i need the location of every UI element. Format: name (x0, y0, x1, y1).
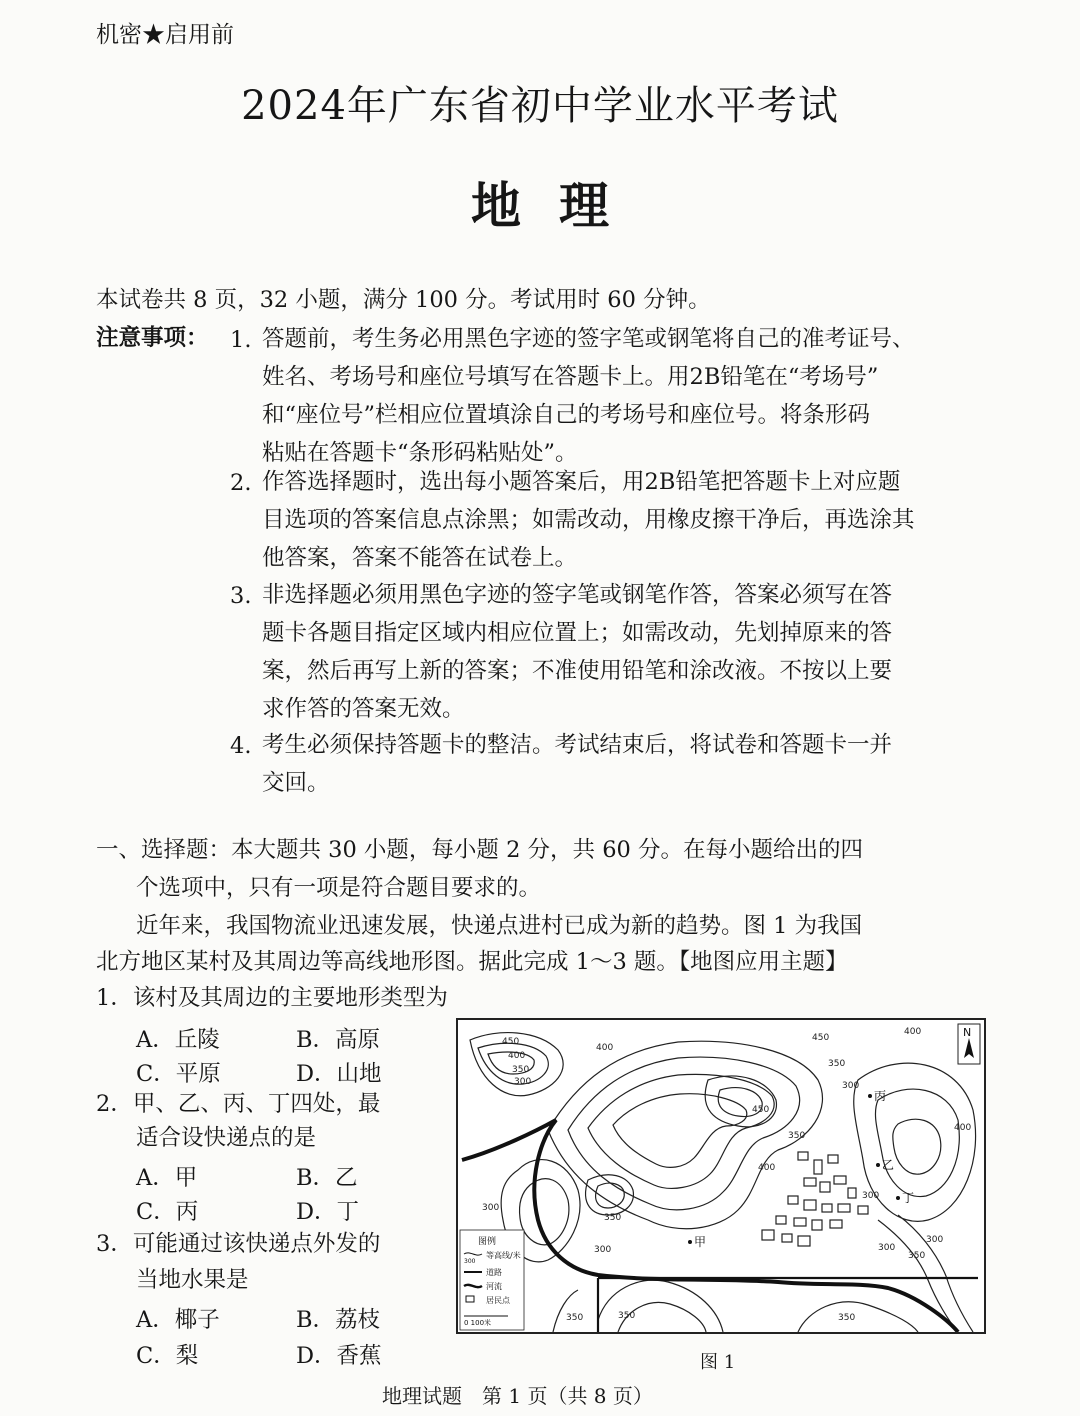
place-label-jia: 甲 (694, 1235, 707, 1249)
building (798, 1236, 810, 1246)
residential-area (762, 1152, 868, 1246)
building (830, 1220, 842, 1228)
contour-label: 350 (838, 1313, 856, 1323)
notes-label: 注意事项： (96, 325, 209, 351)
contour-line (598, 1280, 723, 1332)
building (822, 1204, 832, 1212)
contour-label: 450 (812, 1033, 830, 1043)
page-footer: 地理试题 第 1 页（共 8 页） (382, 1384, 653, 1408)
option-c: C．平原 (136, 1061, 221, 1087)
confidential-mark: 机密★启用前 (96, 22, 234, 48)
note-item-1 (262, 320, 915, 472)
note-item-3 (262, 576, 892, 728)
building (828, 1155, 838, 1163)
building (804, 1200, 816, 1210)
ding-point (896, 1196, 900, 1200)
note-line: 非选择题必须用黑色字迹的签字笔或钢笔作答，答案必须写在答 (262, 582, 893, 608)
question-3: 3．可能通过该快递点外发的 (96, 1231, 381, 1257)
contour-label: 350 (908, 1251, 926, 1261)
contour-label: 450 (502, 1037, 520, 1047)
legend-residential-label: 居民点 (486, 1296, 510, 1305)
building (804, 1178, 816, 1186)
contour-label: 350 (618, 1311, 636, 1321)
contour-label: 450 (752, 1105, 770, 1115)
building (820, 1182, 830, 1192)
option-d: D．香蕉 (296, 1343, 382, 1369)
contour-line (553, 1290, 578, 1332)
option-a: A．甲 (136, 1165, 198, 1191)
question-3-cont: 当地水果是 (136, 1267, 249, 1293)
note-line: 答题前，考生务必用黑色字迹的签字笔或钢笔将自己的准考证号、 (262, 326, 915, 352)
contour-line (586, 1175, 634, 1215)
option-b: B．乙 (296, 1165, 358, 1191)
building (814, 1160, 822, 1174)
scale-label: 0 100米 (464, 1319, 492, 1327)
option-a: A．丘陵 (136, 1027, 220, 1053)
building (776, 1216, 786, 1224)
legend-title: 图例 (478, 1237, 497, 1247)
question-2-cont: 适合设快递点的是 (136, 1125, 317, 1151)
contour-line (893, 1119, 941, 1174)
option-a: A．椰子 (136, 1307, 220, 1333)
note-line: 案，然后再写上新的答案；不准使用铅笔和涂改液。不按以上要 (262, 658, 893, 684)
building (782, 1234, 792, 1242)
note-item-4 (262, 726, 892, 802)
yi-point (876, 1163, 880, 1167)
contour-line (613, 1094, 747, 1168)
passage-line: 近年来，我国物流业迅速发展，快递点进村已成为新的趋势。图 1 为我国 (136, 913, 863, 939)
option-d: D．丁 (296, 1199, 360, 1225)
note-line: 和“座位号”栏相应位置填涂自己的考场号和座位号。将条形码 (262, 402, 871, 428)
contour-label: 300 (878, 1243, 896, 1253)
contour-label: 300 (862, 1191, 880, 1201)
contour-line (798, 1302, 918, 1332)
exam-intro: 本试卷共 8 页，32 小题，满分 100 分。考试用时 60 分钟。 (96, 287, 711, 313)
legend-residential-symbol (466, 1296, 474, 1302)
note-number: 2. (230, 470, 252, 496)
note-line: 目选项的答案信息点涂黑；如需改动，用橡皮擦干净后，再选涂其 (262, 507, 915, 533)
building (798, 1152, 808, 1160)
building (858, 1206, 868, 1214)
building (762, 1230, 774, 1240)
building (848, 1188, 856, 1198)
building (794, 1218, 806, 1226)
contour-label: 400 (758, 1163, 776, 1173)
note-line: 求作答的答案无效。 (262, 696, 465, 722)
map-legend (460, 1230, 524, 1330)
section-heading-cont: 个选项中，只有一项是符合题目要求的。 (136, 875, 542, 901)
note-line: 粘贴在答题卡“条形码粘贴处”。 (262, 440, 578, 466)
north-label: N (963, 1026, 972, 1039)
note-line: 姓名、考场号和座位号填写在答题卡上。用2B铅笔在“考场号” (262, 364, 879, 390)
contour-label: 400 (954, 1123, 972, 1133)
exam-title: 2024年广东省初中学业水平考试 (241, 83, 839, 129)
contour-label: 300 (482, 1203, 500, 1213)
legend-river-label: 河流 (486, 1282, 502, 1291)
place-label-bing: 丙 (874, 1089, 887, 1103)
contour-label: 350 (828, 1059, 846, 1069)
subject-title: 地理 (471, 176, 647, 235)
contour-label: 300 (594, 1245, 612, 1255)
contour-label: 400 (904, 1027, 922, 1037)
building (812, 1220, 822, 1230)
note-number: 3. (230, 583, 252, 609)
question-2: 2．甲、乙、丙、丁四处，最 (96, 1091, 381, 1117)
contour-label: 350 (512, 1065, 530, 1075)
contour-line (875, 1089, 959, 1196)
place-label-ding: 丁 (902, 1191, 915, 1205)
option-d: D．山地 (296, 1061, 382, 1087)
north-arrow (958, 1024, 980, 1064)
contour-map (456, 1018, 986, 1334)
option-b: B．荔枝 (296, 1307, 381, 1333)
bing-point (868, 1094, 872, 1098)
question-1: 1．该村及其周边的主要地形类型为 (96, 985, 448, 1011)
contour-label: 350 (566, 1313, 584, 1323)
place-label-yi: 乙 (882, 1158, 895, 1172)
option-c: C．梨 (136, 1343, 199, 1369)
note-number: 1. (230, 327, 252, 353)
jia-point (688, 1240, 692, 1244)
note-line: 他答案，答案不能答在试卷上。 (262, 545, 578, 571)
legend-contour-value: 300 (464, 1258, 476, 1265)
building (838, 1204, 850, 1212)
note-line: 交回。 (262, 770, 330, 796)
contour-label: 300 (926, 1235, 944, 1245)
contour-label: 400 (508, 1051, 526, 1061)
legend-road-label: 道路 (486, 1268, 502, 1277)
note-line: 作答选择题时，选出每小题答案后，用2B铅笔把答题卡上对应题 (262, 469, 901, 495)
road (598, 1278, 978, 1332)
contour-label: 300 (514, 1077, 532, 1087)
note-item-2 (262, 463, 915, 577)
note-line: 考生必须保持答题卡的整洁。考试结束后，将试卷和答题卡一并 (262, 732, 893, 758)
contour-map-svg (458, 1020, 984, 1332)
note-line: 题卡各题目指定区域内相应位置上；如需改动，先划掉原来的答 (262, 620, 893, 646)
contour-label: 300 (842, 1081, 860, 1091)
option-b: B．高原 (296, 1027, 381, 1053)
contour-label: 400 (596, 1043, 614, 1053)
note-number: 4. (230, 733, 252, 759)
building (788, 1196, 798, 1204)
section-heading: 一、选择题：本大题共 30 小题，每小题 2 分，共 60 分。在每小题给出的四 (96, 837, 863, 863)
option-c: C．丙 (136, 1199, 199, 1225)
contour-line (548, 1041, 822, 1228)
legend-contour-label: 等高线/米 (486, 1251, 521, 1260)
contour-label: 350 (604, 1213, 622, 1223)
contour-label: 350 (788, 1131, 806, 1141)
figure-caption: 图 1 (700, 1352, 736, 1373)
building (834, 1176, 846, 1184)
passage-line: 北方地区某村及其周边等高线地形图。据此完成 1～3 题。【地图应用主题】 (96, 949, 848, 975)
